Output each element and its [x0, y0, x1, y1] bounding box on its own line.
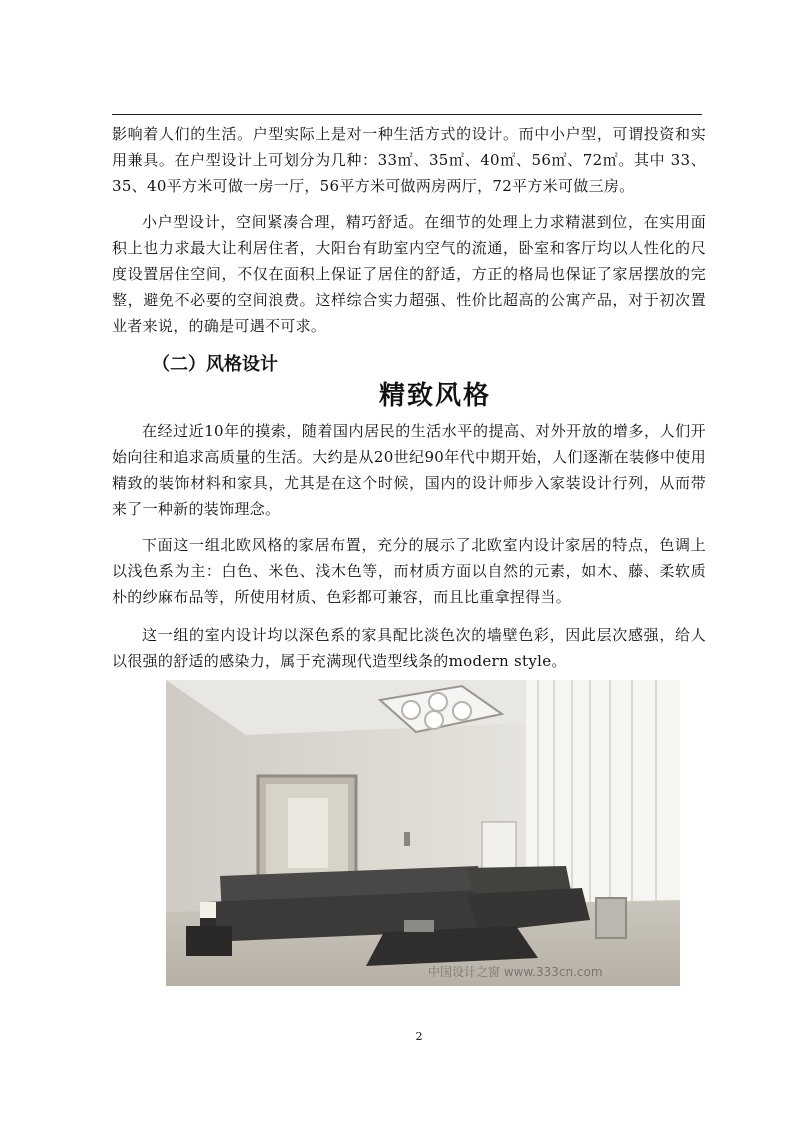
- section-heading: （二）风格设计: [152, 354, 278, 375]
- paragraph-dark-furniture: 这一组的室内设计均以深色系的家具配比淡色次的墙壁色彩，因此层次感强，给人以很强的舒适的感染力，属于充满现代造型线条的modern style。: [112, 626, 706, 670]
- page-number: 2: [415, 1030, 423, 1043]
- paragraph-small-apartment: 小户型设计，空间紧凑合理，精巧舒适。在细节的处理上力求精湛到位，在实用面积上也力求最大让利居住者，大阳台有助室内空气的流通，卧室和客厅均以人性化的尺度设置居住空间，不仅在面积上保证了居住的舒适，方正的格局也保证了家居摆放的完整，避免不必要的空间浪费。这样综合实力超强、性价比超高的公寓产品，对于初次置业者来说，的确是可遇不可求。: [112, 213, 706, 335]
- paragraph-history: 在经过近10年的摸索，随着国内居民的生活水平的提高、对外开放的增多，人们开始向往和追求高质量的生活。大约是从20世纪90年代中期开始，人们逐渐在装修中使用精致的装饰材料和家具，尤其是在这个时候，国内的设计师步入家装设计行列，从而带来了一种新的装饰理念。: [112, 422, 706, 518]
- style-title: 精致风格: [378, 381, 491, 411]
- living-room-photo: [166, 680, 680, 986]
- paragraph-nordic-style: 下面这一组北欧风格的家居布置，充分的展示了北欧室内设计家居的特点，色调上以浅色系为主：白色、米色、浅木色等，而材质方面以自然的元素，如木、藤、柔软质朴的纱麻布品等，所使用材质、色彩都可兼容，而且比重拿捏得当。: [112, 536, 706, 606]
- paragraph-unit-types: 影响着人们的生活。户型实际上是对一种生活方式的设计。而中小户型，可谓投资和实用兼具。在户型设计上可划分为几种：33㎡、35㎡、40㎡、56㎡、72㎡。其中 33、35、40平方米可做一房一厅，56平方米可做两房两厅，72平方米可做三房。: [112, 125, 706, 195]
- header-rule: [112, 114, 702, 115]
- photo-watermark: 中国设计之窗 www.333cn.com: [428, 965, 603, 979]
